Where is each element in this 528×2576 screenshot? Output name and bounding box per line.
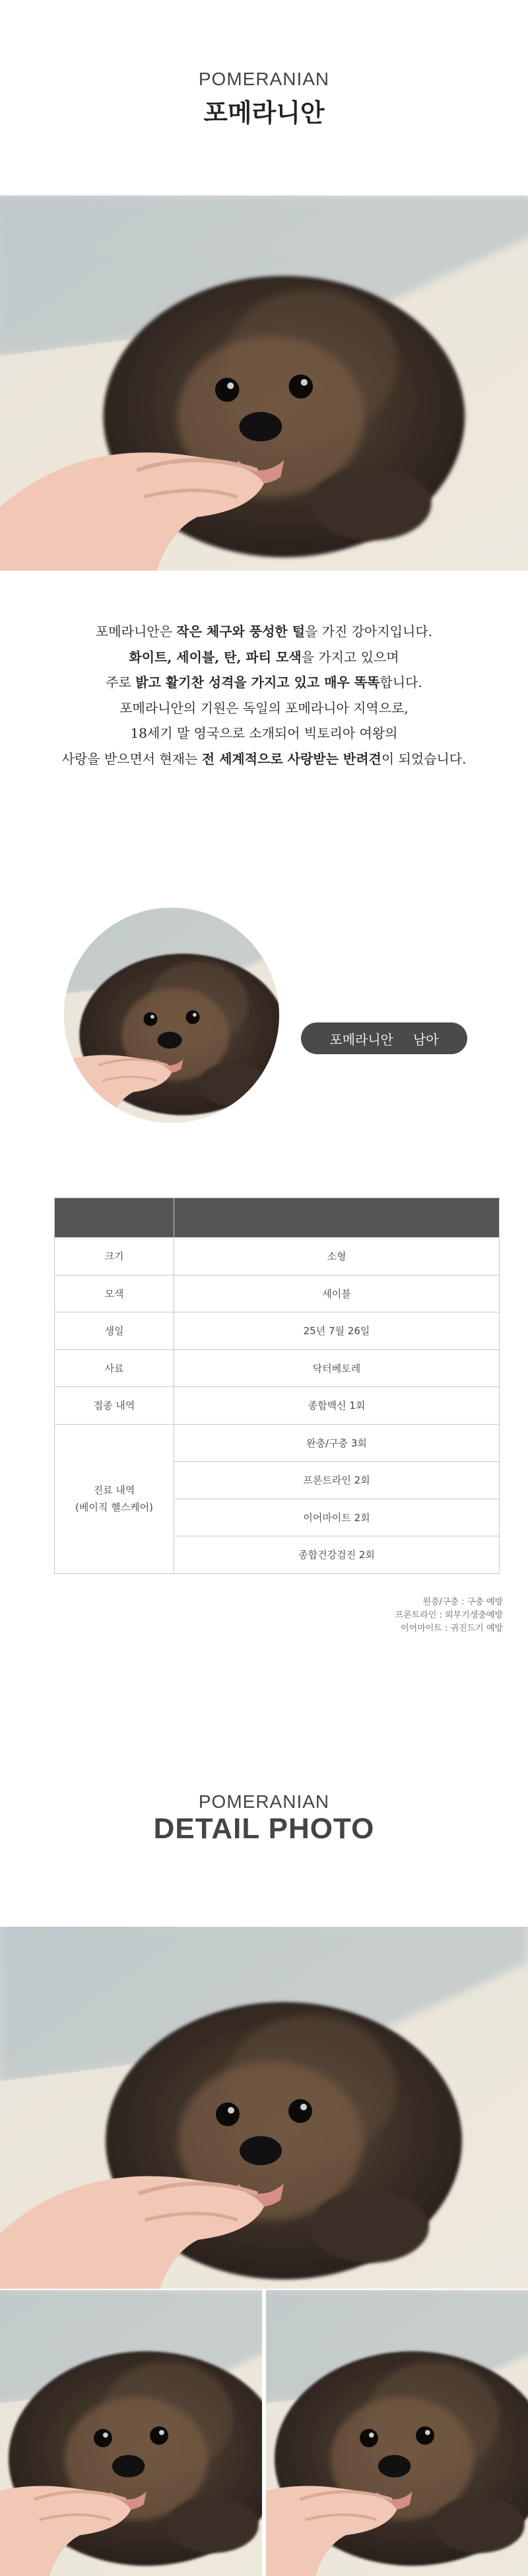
header-title-en: POMERANIAN [198,69,330,89]
table-header-row [55,1198,500,1238]
intro-segment: 사랑을 받으면서 현재는 [61,750,202,767]
profile-breed: 포메라니안 [329,1031,393,1048]
table-header-label [55,1198,174,1238]
table-row [55,1275,500,1312]
intro-line [0,721,528,746]
detail-title-en: POMERANIAN [198,1791,330,1812]
intro-line [0,696,528,721]
header-title-ko: 포메라니안 [203,98,325,127]
info-table [54,1198,500,1574]
profile-circle-photo [64,908,279,1123]
intro-highlight: 밝고 활기찬 성격을 가지고 있고 매우 똑똑 [135,674,380,690]
table-row [55,1349,500,1387]
table-row-label: 사료 [55,1349,174,1387]
intro-highlight: 전 세계적으로 사랑받는 반려견 [201,750,381,767]
medical-history-label [55,1424,174,1573]
table-row [55,1238,500,1275]
footnote-line: 이어마이트 : 귀진드기 예방 [401,1624,503,1633]
intro-segment: 이 되었습니다. [381,750,467,767]
table-row-value: 종합백신 1회 [174,1387,500,1425]
footnotes [395,1596,503,1635]
intro-highlight: 작은 체구와 풍성한 털 [176,624,306,639]
table-row [55,1312,500,1350]
intro-segment: 18세기 말 영국으로 소개되어 빅토리아 여왕의 [130,725,398,741]
intro-segment: 합니다. [380,674,422,690]
detail-photo-left [0,2290,262,2576]
intro-line [0,746,528,772]
footnote-line: 원충/구충 : 구충 예방 [422,1597,503,1607]
detail-photo-large [0,1927,528,2289]
medical-history-value: 종합건강검진 2회 [174,1536,500,1574]
table-row-label: 모색 [55,1275,174,1312]
hero-puppy-photo [0,196,528,571]
medical-label-line1: 진료 내역 [93,1484,135,1496]
table-row-value: 닥터베토레 [174,1349,500,1387]
intro-line [0,619,528,645]
table-row [55,1387,500,1425]
detail-photo-right [266,2290,528,2576]
medical-history-value: 이어마이트 2회 [174,1499,500,1536]
table-row-value: 소형 [174,1238,500,1275]
profile-pill [301,1022,467,1054]
intro-line [0,645,528,670]
table-row-value: 세이블 [174,1275,500,1312]
table-row-label: 크기 [55,1238,174,1275]
table-header-value [174,1198,500,1238]
intro-line [0,670,528,696]
table-row-label: 생일 [55,1312,174,1350]
footnote-line: 프론트라인 : 외부기생충예방 [395,1610,503,1620]
table-row-value: 25년 7월 26일 [174,1312,500,1350]
table-row-label: 접종 내역 [55,1387,174,1425]
table-row [55,1424,500,1462]
intro-segment: 을 가지고 있으며 [301,649,399,665]
detail-title-big: DETAIL PHOTO [153,1812,375,1845]
medical-history-value: 프론트라인 2회 [174,1462,500,1499]
medical-label-line2: (베이직 헬스케어) [75,1501,153,1513]
intro-highlight: 화이트, 세이블, 탄, 파티 모색 [129,649,302,665]
intro-segment: 포메라니안은 [95,624,177,639]
intro-segment: 을 가진 강아지입니다. [305,624,432,639]
intro-segment: 포메라니안의 기원은 독일의 포메라니아 지역으로, [119,699,409,716]
intro-text [0,619,528,771]
intro-segment: 주로 [106,674,136,690]
profile-gender: 남아 [412,1031,439,1048]
medical-history-value: 완충/구충 3회 [174,1424,500,1462]
